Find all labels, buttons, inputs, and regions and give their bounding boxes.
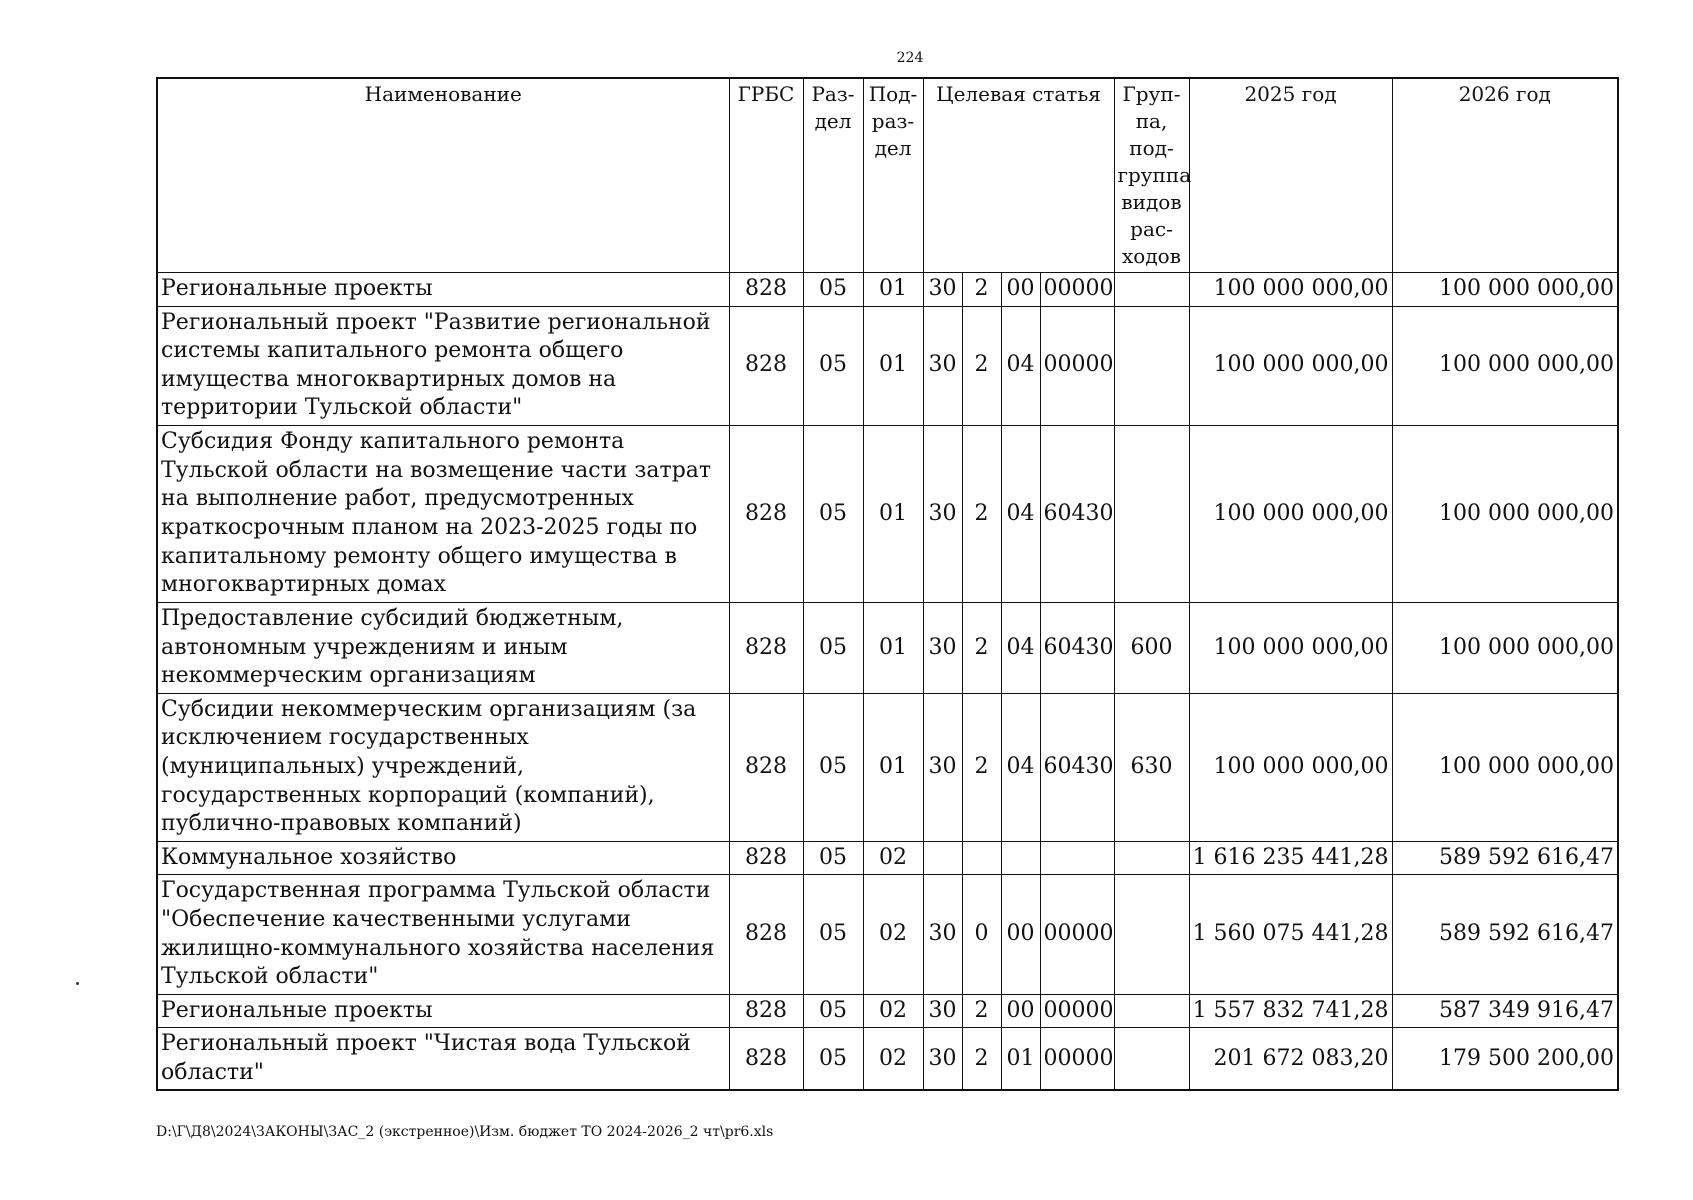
row-podrazdel: 02 [863, 994, 923, 1028]
table-row [157, 1028, 1618, 1091]
row-podrazdel: 02 [863, 1028, 923, 1091]
row-razdel: 05 [803, 425, 863, 602]
header-name: Наименование [157, 78, 729, 273]
row-razdel: 05 [803, 1028, 863, 1091]
row-cs-program [923, 841, 962, 875]
row-podrazdel: 01 [863, 306, 923, 425]
row-name: Региональные проекты [157, 273, 729, 307]
row-podrazdel: 02 [863, 875, 923, 994]
row-grbs: 828 [729, 425, 803, 602]
row-amount-2025: 1 616 235 441,28 [1189, 841, 1392, 875]
row-expense-group [1114, 875, 1189, 994]
row-cs-direction: 00000 [1040, 994, 1114, 1028]
row-name: Региональный проект "Чистая вода Тульской области" [157, 1028, 729, 1091]
row-name: Коммунальное хозяйство [157, 841, 729, 875]
row-amount-2026: 100 000 000,00 [1392, 602, 1618, 693]
row-amount-2026: 179 500 200,00 [1392, 1028, 1618, 1091]
row-cs-direction: 00000 [1040, 875, 1114, 994]
row-expense-group [1114, 1028, 1189, 1091]
header-grbs: ГРБС [729, 78, 803, 273]
row-podrazdel: 01 [863, 693, 923, 841]
row-grbs: 828 [729, 602, 803, 693]
row-name: Государственная программа Тульской области "Обеспечение качественными услугами жилищно-коммунального хозяйства населения Тульской области" [157, 875, 729, 994]
row-cs-program: 30 [923, 1028, 962, 1091]
header-razdel: Раз- дел [803, 78, 863, 273]
row-razdel: 05 [803, 875, 863, 994]
row-podrazdel: 01 [863, 602, 923, 693]
table-row [157, 306, 1618, 425]
row-grbs: 828 [729, 306, 803, 425]
page-number: 224 [896, 50, 924, 66]
row-amount-2025: 100 000 000,00 [1189, 602, 1392, 693]
row-cs-structure: 01 [1001, 1028, 1040, 1091]
row-cs-type: 2 [962, 1028, 1001, 1091]
row-amount-2025: 100 000 000,00 [1189, 425, 1392, 602]
row-cs-program: 30 [923, 693, 962, 841]
row-cs-direction: 60430 [1040, 602, 1114, 693]
row-expense-group: 600 [1114, 602, 1189, 693]
row-expense-group [1114, 841, 1189, 875]
row-name: Региональный проект "Развитие региональной системы капитального ремонта общего имущества многоквартирных домов на территории Тульской области" [157, 306, 729, 425]
row-cs-direction: 00000 [1040, 1028, 1114, 1091]
row-cs-program: 30 [923, 602, 962, 693]
row-grbs: 828 [729, 693, 803, 841]
row-amount-2026: 100 000 000,00 [1392, 425, 1618, 602]
row-podrazdel: 02 [863, 841, 923, 875]
row-amount-2026: 100 000 000,00 [1392, 693, 1618, 841]
row-cs-program: 30 [923, 994, 962, 1028]
row-cs-program: 30 [923, 273, 962, 307]
table-row [157, 602, 1618, 693]
row-cs-structure: 00 [1001, 273, 1040, 307]
row-expense-group [1114, 994, 1189, 1028]
row-expense-group [1114, 425, 1189, 602]
row-cs-structure [1001, 841, 1040, 875]
header-2026: 2026 год [1392, 78, 1618, 273]
row-amount-2025: 1 557 832 741,28 [1189, 994, 1392, 1028]
row-grbs: 828 [729, 875, 803, 994]
row-razdel: 05 [803, 994, 863, 1028]
row-razdel: 05 [803, 273, 863, 307]
row-cs-structure: 00 [1001, 994, 1040, 1028]
row-amount-2026: 589 592 616,47 [1392, 841, 1618, 875]
row-amount-2025: 100 000 000,00 [1189, 306, 1392, 425]
row-cs-direction: 00000 [1040, 306, 1114, 425]
header-2025: 2025 год [1189, 78, 1392, 273]
row-cs-structure: 04 [1001, 602, 1040, 693]
row-name: Региональные проекты [157, 994, 729, 1028]
row-cs-type: 2 [962, 306, 1001, 425]
row-razdel: 05 [803, 693, 863, 841]
table-row [157, 875, 1618, 994]
row-amount-2026: 587 349 916,47 [1392, 994, 1618, 1028]
row-grbs: 828 [729, 273, 803, 307]
row-cs-direction: 00000 [1040, 273, 1114, 307]
row-cs-type: 2 [962, 693, 1001, 841]
row-cs-type: 2 [962, 994, 1001, 1028]
row-amount-2026: 589 592 616,47 [1392, 875, 1618, 994]
row-grbs: 828 [729, 1028, 803, 1091]
row-razdel: 05 [803, 841, 863, 875]
header-target-article: Целевая статья [923, 78, 1114, 273]
table-row [157, 273, 1618, 307]
row-podrazdel: 01 [863, 273, 923, 307]
row-cs-type: 2 [962, 602, 1001, 693]
row-amount-2025: 201 672 083,20 [1189, 1028, 1392, 1091]
row-cs-structure: 04 [1001, 306, 1040, 425]
row-cs-program: 30 [923, 425, 962, 602]
row-amount-2025: 100 000 000,00 [1189, 273, 1392, 307]
row-grbs: 828 [729, 841, 803, 875]
row-cs-type: 0 [962, 875, 1001, 994]
row-cs-type [962, 841, 1001, 875]
table-row [157, 994, 1618, 1028]
header-row [157, 78, 1618, 273]
row-amount-2025: 1 560 075 441,28 [1189, 875, 1392, 994]
row-name: Субсидия Фонду капитального ремонта Тульской области на возмещение части затрат на выполнение работ, предусмотренных краткосрочным планом на 2023-2025 годы по капитальному ремонту общего имущества в многоквартирных домах [157, 425, 729, 602]
row-cs-direction [1040, 841, 1114, 875]
row-amount-2026: 100 000 000,00 [1392, 306, 1618, 425]
row-cs-structure: 00 [1001, 875, 1040, 994]
row-expense-group [1114, 273, 1189, 307]
file-path-footer: D:\Г\Д8\2024\ЗАКОНЫ\ЗАС_2 (экстренное)\Изм. бюджет ТО 2024-2026_2 чт\pr6.xls [156, 1124, 774, 1140]
row-amount-2025: 100 000 000,00 [1189, 693, 1392, 841]
row-grbs: 828 [729, 994, 803, 1028]
budget-table [156, 77, 1619, 1091]
row-cs-program: 30 [923, 306, 962, 425]
row-expense-group: 630 [1114, 693, 1189, 841]
row-name: Предоставление субсидий бюджетным, автономным учреждениям и иным некоммерческим организациям [157, 602, 729, 693]
table-row [157, 425, 1618, 602]
table-row [157, 841, 1618, 875]
row-cs-structure: 04 [1001, 425, 1040, 602]
header-podrazdel: Под- раз- дел [863, 78, 923, 273]
row-cs-direction: 60430 [1040, 425, 1114, 602]
row-cs-program: 30 [923, 875, 962, 994]
row-expense-group [1114, 306, 1189, 425]
scan-speck [76, 982, 79, 985]
row-cs-direction: 60430 [1040, 693, 1114, 841]
row-podrazdel: 01 [863, 425, 923, 602]
table-row [157, 693, 1618, 841]
row-name: Субсидии некоммерческим организациям (за исключением государственных (муниципальных) учреждений, государственных корпораций (компаний), публично-правовых компаний) [157, 693, 729, 841]
row-amount-2026: 100 000 000,00 [1392, 273, 1618, 307]
row-razdel: 05 [803, 602, 863, 693]
row-razdel: 05 [803, 306, 863, 425]
row-cs-type: 2 [962, 425, 1001, 602]
row-cs-structure: 04 [1001, 693, 1040, 841]
row-cs-type: 2 [962, 273, 1001, 307]
header-expense-group: Груп- па, под- группа видов рас- ходов [1114, 78, 1189, 273]
